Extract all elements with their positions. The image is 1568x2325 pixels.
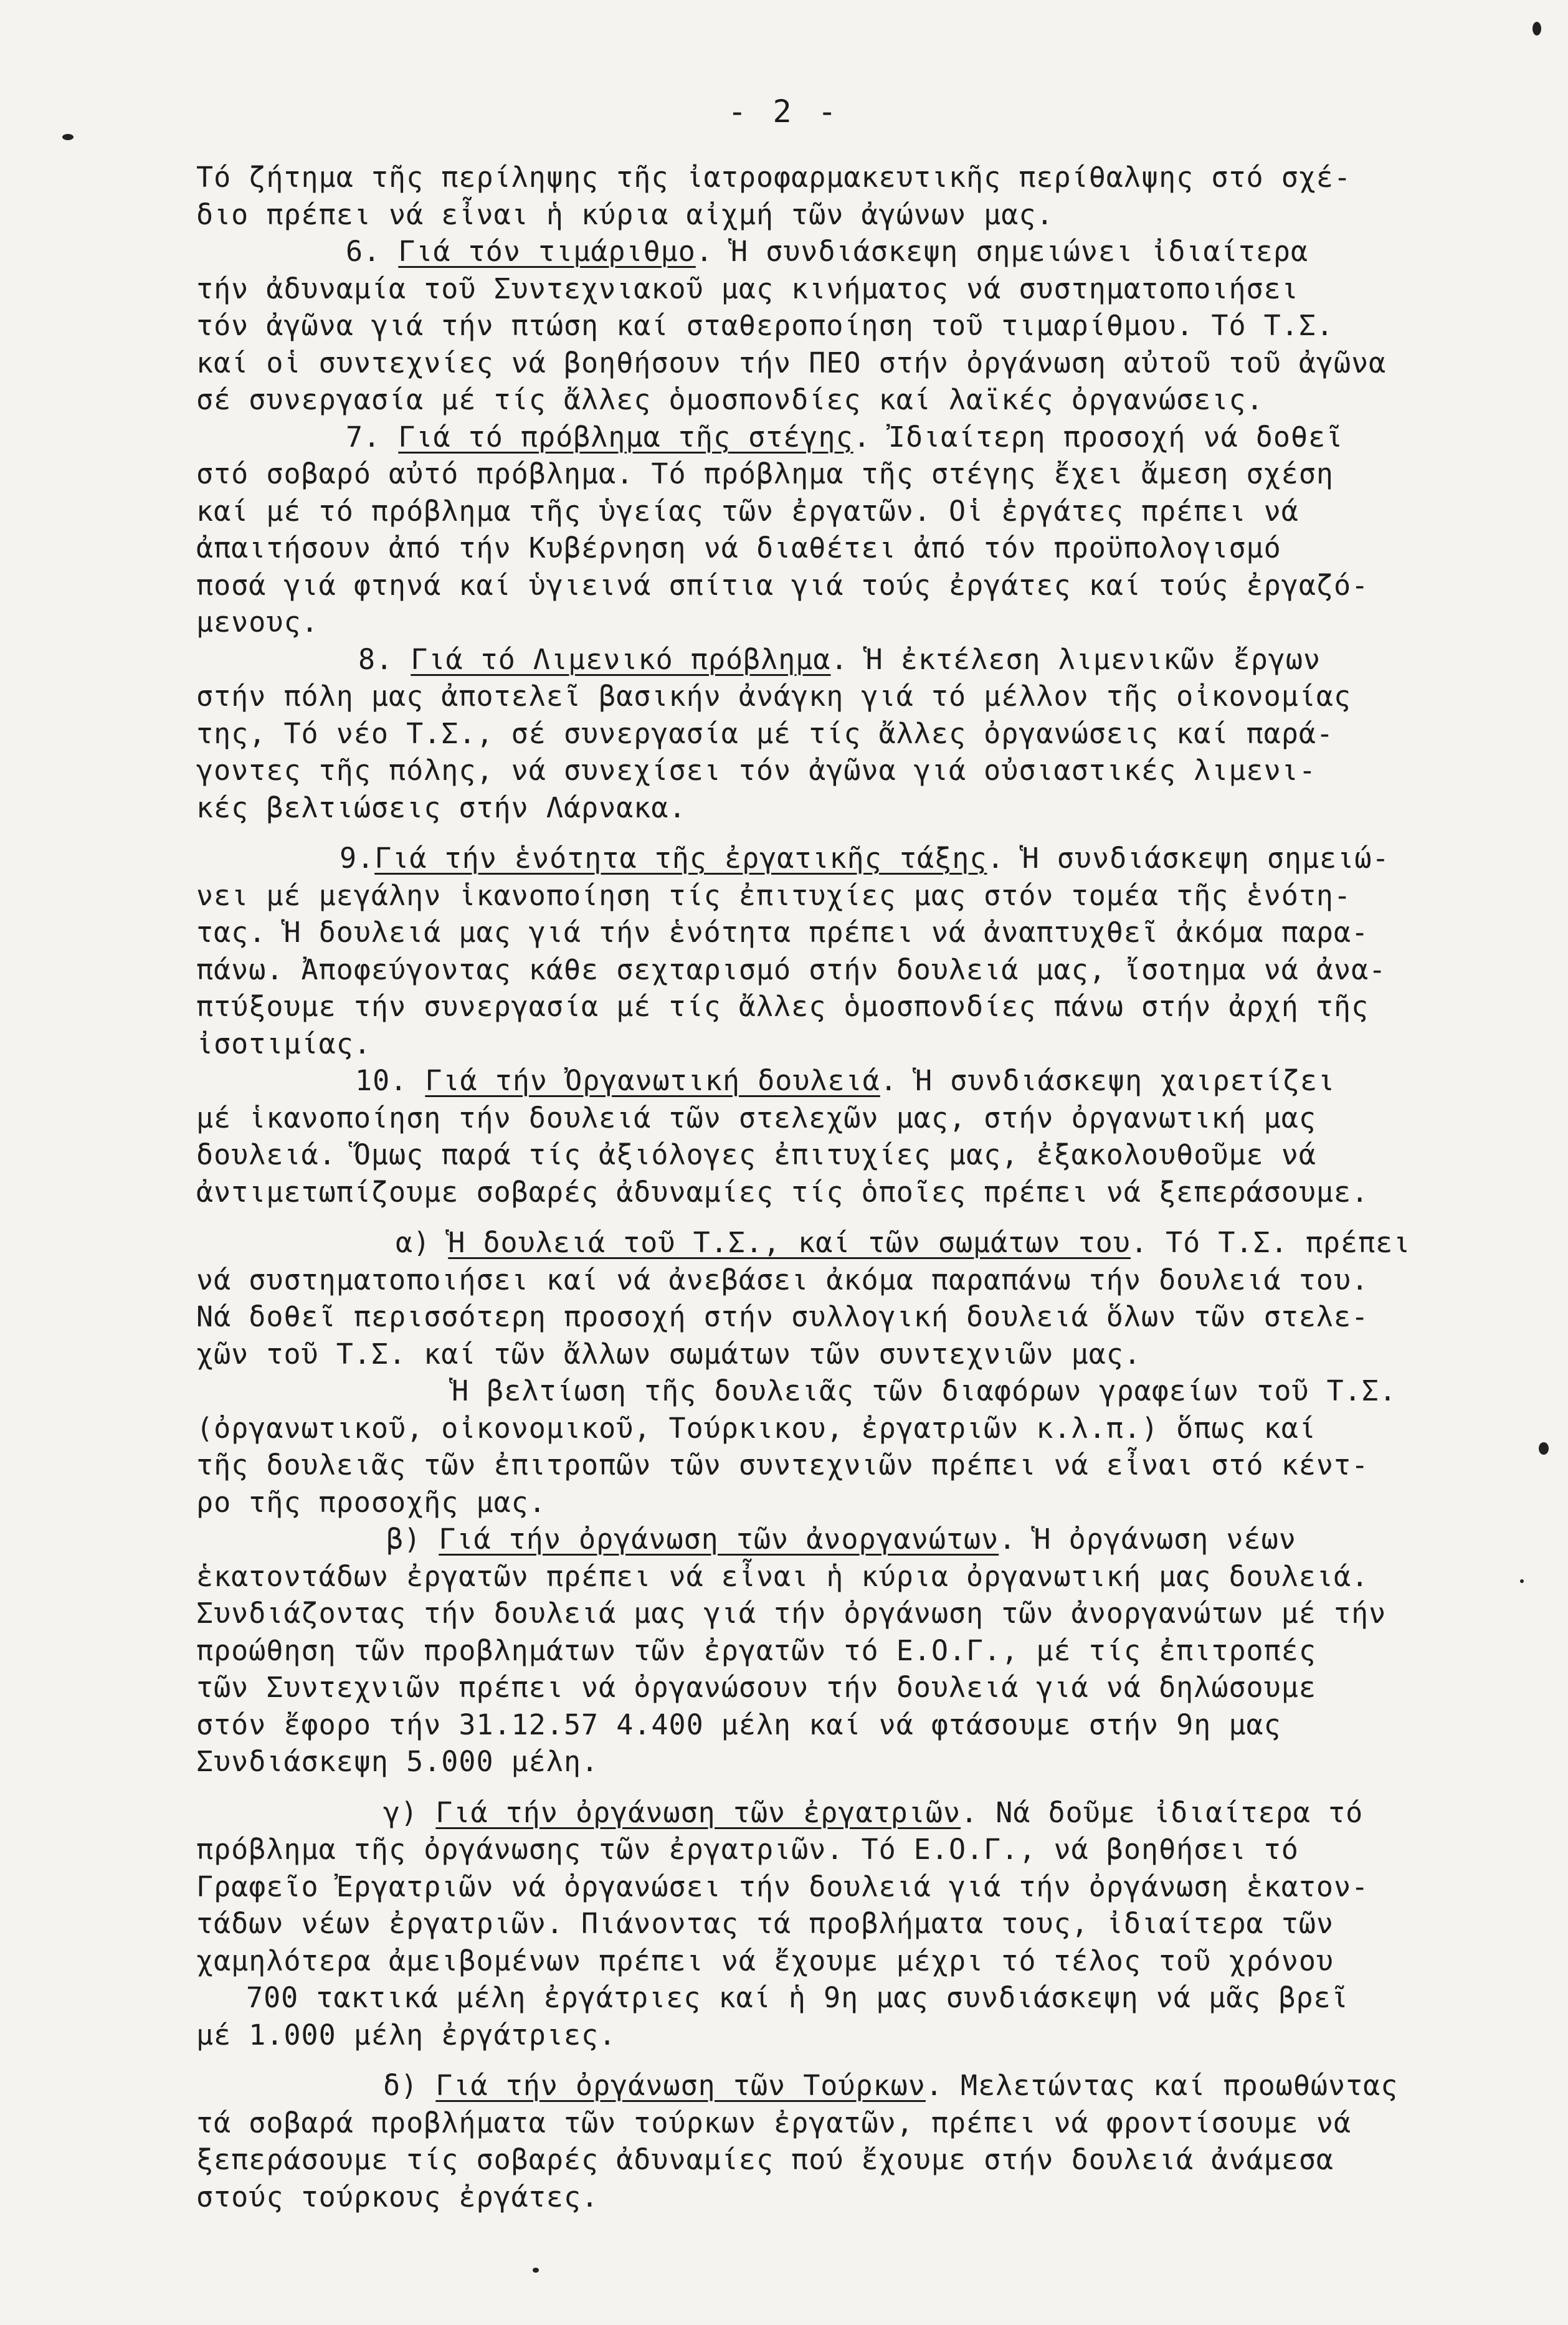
line-text: . Ἡ συνδιάσκεψη σημειώ- [987,842,1390,875]
section-heading: Γιά τήν ὀργάνωση τῶν Τούρκων [435,2069,926,2102]
line-text: πτύξουμε τήν συνεργασία μέ τίς ἄλλες ὁμοσπονδίες πάνω στήν ἀρχή τῆς [196,990,1369,1023]
section-number: δ) [383,2069,436,2102]
text-line [196,914,1498,951]
line-text: Νά δοθεῖ περισσότερη προσοχή στήν συλλογική δουλειά ὅλων τῶν στελε- [196,1300,1369,1333]
line-text: κές βελτιώσεις στήν Λάρνακα. [196,791,687,824]
text-line [196,1484,1498,1521]
line-text: ἰσοτιμίας. [196,1027,371,1060]
text-line [196,1794,1498,1832]
text-line [196,2104,1498,2142]
text-line [196,1632,1498,1670]
line-text: ξεπεράσουμε τίς σοβαρές ἀδυναμίες πού ἔχουμε στήν δουλειά ἀνάμεσα [196,2143,1334,2176]
line-text: . Νά δοῦμε ἰδιαίτερα τό [961,1795,1364,1829]
line-text: . Μελετώντας καί προωθώντας [925,2069,1399,2102]
section-heading: Γιά τήν Ὀργανωτική δουλειά [425,1064,880,1097]
text-line [196,345,1498,382]
line-text: ἑκατοντάδων ἐργατῶν πρέπει νά εἶναι ἡ κύρια ὀργανωτική μας δουλειά. [196,1559,1369,1593]
text-line [196,1743,1498,1781]
text-line [196,493,1498,530]
text-line [196,1224,1498,1262]
section-number: α) [396,1226,449,1259]
text-line [196,307,1498,345]
scan-speck [533,2268,539,2273]
text-line [196,1025,1498,1063]
line-text: τόν ἀγῶνα γιά τήν πτώση καί σταθεροποίηση τοῦ τιμαρίθμου. Τό Τ.Σ. [196,309,1334,342]
text-line [196,1336,1498,1373]
section-number: 10. [355,1064,425,1097]
line-text: μέ 1.000 μέλη ἐργάτριες. [196,2018,617,2052]
line-text: . Ἡ ἐκτέλεση λιμενικῶν ἔργων [830,642,1321,676]
text-line [196,567,1498,604]
line-text: μενους. [196,606,319,639]
line-text: Τό ζήτημα τῆς περίληψης τῆς ἰατροφαρμακευτικῆς περίθαλψης στό σχέ- [196,161,1352,194]
line-text: καί οἱ συντεχνίες νά βοηθήσουν τήν ΠΕΟ στήν ὀργάνωση αὐτοῦ τοῦ ἀγῶνα [196,346,1387,379]
line-text: ἀντιμετωπίζουμε σοβαρές ἀδυναμίες τίς ὁποῖες πρέπει νά ξεπεράσουμε. [196,1175,1369,1209]
text-line [196,419,1498,456]
line-text: τῆς δουλειᾶς τῶν ἐπιτροπῶν τῶν συντεχνιῶν πρέπει νά εἶναι στό κέντ- [196,1448,1369,1481]
scan-speck [1539,1442,1549,1455]
line-text: ἀπαιτήσουν ἀπό τήν Κυβέρνηση νά διαθέτει ἀπό τόν προϋπολογισμό [196,531,1281,564]
text-line [196,2017,1498,2054]
line-text: ρο τῆς προσοχῆς μας. [196,1485,546,1519]
text-line [196,877,1498,915]
text-line [196,381,1498,419]
line-text: γοντες τῆς πόλης, νά συνεχίσει τόν ἀγῶνα γιά οὐσιαστικές λιμενι- [196,754,1316,787]
section-number: 9. [340,842,375,875]
text-line [196,1905,1498,1942]
text-line [196,641,1498,678]
line-text: δουλειά. Ὅμως παρά τίς ἀξιόλογες ἐπιτυχίες μας, ἐξακολουθοῦμε νά [196,1138,1316,1171]
line-text: τάδων νέων ἐργατριῶν. Πιάνοντας τά προβλήματα τους, ἰδιαίτερα τῶν [196,1907,1334,1940]
scan-speck [62,134,74,140]
section-number: 8. [358,642,411,676]
text-line [196,604,1498,641]
section-heading: Γιά τήν ἑνότητα τῆς ἐργατικῆς τάξης [374,842,987,875]
text-line [196,1558,1498,1595]
text-line [196,2179,1498,2216]
text-line [196,1062,1498,1100]
line-text: χῶν τοῦ Τ.Σ. καί τῶν ἄλλων σωμάτων τῶν συντεχνιῶν μας. [196,1337,1141,1371]
text-line [196,1410,1498,1447]
text-line [196,1447,1498,1484]
line-text: . Ἡ συνδιάσκεψη σημειώνει ἰδιαίτερα [695,235,1309,268]
text-line [196,270,1498,308]
section-heading: Γιά τόν τιμάριθμο [398,235,696,268]
line-text: στούς τούρκους ἐργάτες. [196,2180,599,2213]
section-number: 7. [346,420,399,454]
line-text: νά συστηματοποιήσει καί νά ἀνεβάσει ἀκόμα παραπάνω τήν δουλειά του. [196,1263,1369,1296]
line-text: . Ἡ συνδιάσκεψη χαιρετίζει [880,1064,1336,1097]
text-line [196,1979,1498,2017]
line-text: . Τό Τ.Σ. πρέπει [1130,1226,1411,1259]
text-line [196,1706,1498,1744]
line-text: Ἡ βελτίωση τῆς δουλειᾶς τῶν διαφόρων γραφείων τοῦ Τ.Σ. [452,1374,1397,1407]
text-line [196,2067,1498,2104]
text-line [196,1595,1498,1632]
document-body [196,159,1498,2215]
text-line [196,951,1498,989]
section-heading: Γιά τό Λιμενικό πρόβλημα [411,642,831,676]
text-line [196,1372,1498,1410]
line-text: Συνδιάσκεψη 5.000 μέλη. [196,1745,599,1778]
line-text: στόν ἔφορο τήν 31.12.57 4.400 μέλη καί νά φτάσουμε στήν 9η μας [196,1708,1281,1741]
text-line [196,1669,1498,1706]
line-text: Συνδιάζοντας τήν δουλειά μας γιά τήν ὀργάνωση τῶν ἀνοργανώτων μέ τήν [196,1597,1387,1630]
line-text: πάνω. Ἀποφεύγοντας κάθε σεχταρισμό στήν δουλειά μας, ἴσοτημα νά ἀνα- [196,953,1387,986]
text-line [196,1521,1498,1558]
section-heading: Ἡ δουλειά τοῦ Τ.Σ., καί τῶν σωμάτων του [448,1226,1131,1259]
line-text: προώθηση τῶν προβλημάτων τῶν ἐργατῶν τό Ε.Ο.Γ., μέ τίς ἐπιτροπές [196,1633,1316,1667]
text-line [196,1174,1498,1211]
line-text: ποσά γιά φτηνά καί ὑγιεινά σπίτια γιά τούς ἐργάτες καί τούς ἐργαζό- [196,568,1369,602]
text-line [196,789,1498,827]
section-heading: Γιά τό πρόβλημα τῆς στέγης [398,420,853,454]
line-text: της, Τό νέο Τ.Σ., σέ συνεργασία μέ τίς ἄλλες ὀργανώσεις καί παρά- [196,716,1334,750]
text-line [196,715,1498,753]
line-text: σέ συνεργασία μέ τίς ἄλλες ὁμοσπονδίες καί λαϊκές ὀργανώσεις. [196,383,1264,416]
line-text: Γραφεῖο Ἐργατριῶν νά ὀργανώσει τήν δουλειά γιά τήν ὀργάνωση ἑκατον- [196,1870,1369,1903]
line-text: νει μέ μεγάλην ἱκανοποίηση τίς ἐπιτυχίες μας στόν τομέα τῆς ἑνότη- [196,878,1352,912]
line-text: μέ ἱκανοποίηση τήν δουλειά τῶν στελεχῶν μας, στήν ὀργανωτική μας [196,1101,1316,1134]
text-line [196,1868,1498,1906]
text-line [196,678,1498,715]
page-number: - 2 - [728,93,840,130]
text-line [196,2141,1498,2179]
text-line [196,1942,1498,1980]
line-text: διο πρέπει νά εἶναι ἡ κύρια αἰχμή τῶν ἀγώνων μας. [196,197,1054,231]
text-line [196,1100,1498,1137]
text-line [196,1298,1498,1336]
line-text: . Ἰδιαίτερη προσοχή νά δοθεῖ [853,420,1344,454]
line-text: πρόβλημα τῆς ὀργάνωσης τῶν ἐργατριῶν. Τό Ε.Ο.Γ., νά βοηθήσει τό [196,1833,1299,1866]
text-line [196,196,1498,234]
text-line [196,1262,1498,1299]
section-number: 6. [346,235,399,268]
text-line [196,1136,1498,1174]
line-text: . Ἡ ὀργάνωση νέων [999,1523,1296,1556]
scan-speck [1520,1579,1524,1583]
section-number: β) [386,1523,439,1556]
line-text: (ὀργανωτικοῦ, οἰκονομικοῦ, Τούρκικου, ἐργατριῶν κ.λ.π.) ὅπως καί [196,1411,1316,1445]
text-line [196,159,1498,196]
line-text: τας. Ἡ δουλειά μας γιά τήν ἑνότητα πρέπει νά ἀναπτυχθεῖ ἀκόμα παρα- [196,916,1369,949]
line-text: χαμηλότερα ἀμειβομένων πρέπει νά ἔχουμε μέχρι τό τέλος τοῦ χρόνου [196,1944,1334,1977]
line-text: τά σοβαρά προβλήματα τῶν τούρκων ἐργατῶν, πρέπει νά φροντίσουμε νά [196,2106,1352,2139]
line-text: 700 τακτικά μέλη ἐργάτριες καί ἡ 9η μας συνδιάσκεψη νά μᾶς βρεῖ [246,1981,1349,2014]
line-text: καί μέ τό πρόβλημα τῆς ὑγείας τῶν ἐργατῶν. Οἱ ἐργάτες πρέπει νά [196,494,1299,528]
line-text: τήν ἀδυναμία τοῦ Συντεχνιακοῦ μας κινήματος νά συστηματοποιήσει [196,272,1299,305]
line-text: τῶν Συντεχνιῶν πρέπει νά ὀργανώσουν τήν δουλειά γιά νά δηλώσουμε [196,1671,1316,1704]
section-heading: Γιά τήν ὀργάνωση τῶν ἀνοργανώτων [439,1523,999,1556]
scan-speck [1532,22,1541,36]
text-line [196,455,1498,493]
line-text: στήν πόλη μας ἀποτελεῖ βασικήν ἀνάγκη γιά τό μέλλον τῆς οἰκονομίας [196,680,1352,713]
text-line [196,530,1498,567]
text-line [196,233,1498,270]
section-number: γ) [383,1795,436,1829]
text-line [196,840,1498,877]
section-heading: Γιά τήν ὀργάνωση τῶν ἐργατριῶν [435,1795,961,1829]
line-text: στό σοβαρό αὐτό πρόβλημα. Τό πρόβλημα τῆς στέγης ἔχει ἄμεση σχέση [196,457,1334,490]
text-line [196,752,1498,789]
text-line [196,1831,1498,1868]
text-line [196,988,1498,1025]
